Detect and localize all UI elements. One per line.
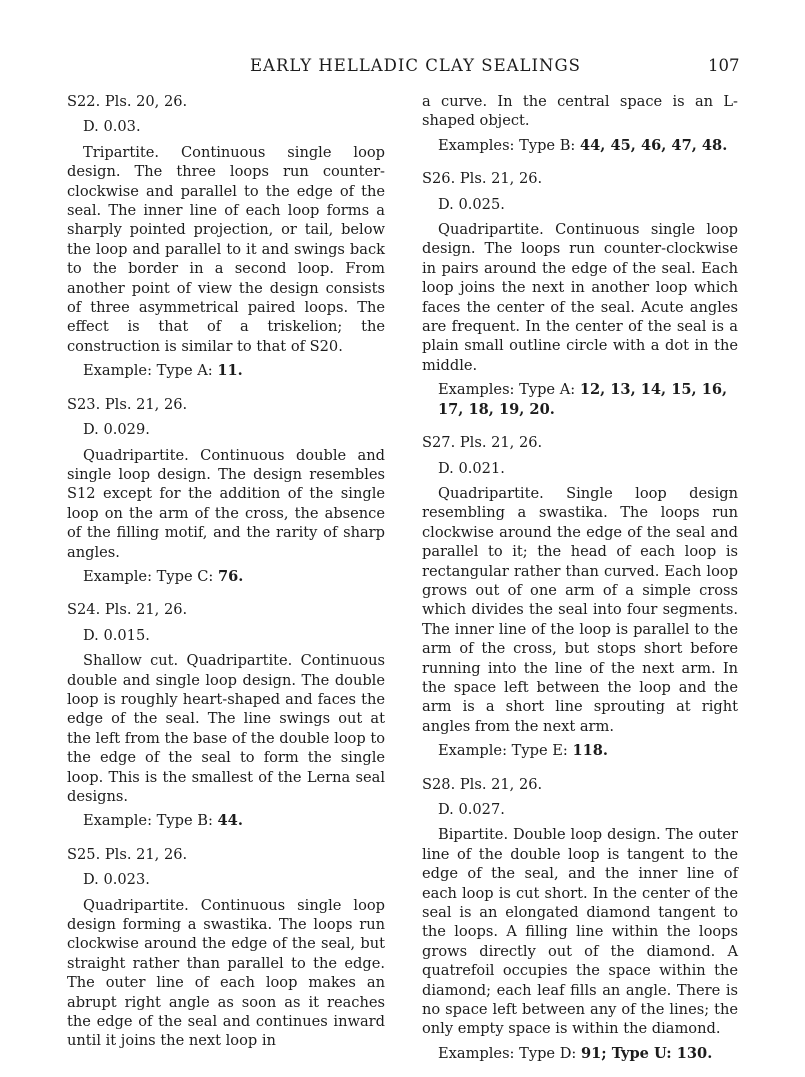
entry-diameter: D. 0.015. [83,626,150,644]
entry-example [438,741,738,760]
example-label: Example: Type B: [83,812,213,830]
example-values: 12, 13, 14, 15, 16, 17, 18, 19, 20. [438,381,728,418]
catalog-entry-s25 [67,845,385,1051]
catalog-entry-s24 [67,600,385,830]
entry-heading: S23. Pls. 21, 26. [67,395,188,413]
right-column [422,92,738,1077]
example-values: 118. [572,742,608,760]
example-label: Example: Type E: [438,742,568,760]
catalog-entry-s23 [67,395,385,587]
entry-description: Quadripartite. Continuous single loop design forming a swastika. The loops run clockwise around the edge of the seal, but straight rather than parallel to the edge. The outer line of each loop makes an abrupt right angle as soon as it reaches the edge of the seal and continues inward until it joins the next loop in [67,896,385,1050]
entry-heading: S27. Pls. 21, 26. [422,434,543,452]
left-column [67,92,385,1056]
example-values: 91; Type U: 130. [580,1044,713,1062]
entry-description-continued: a curve. In the central space is an L-shaped object. [422,93,738,130]
entry-description: Quadripartite. Continuous double and single loop design. The design resembles S12 except for the addition of the single loop on the arm of the cross, the absence of the filling motif, and the rarity of sharp angles. [67,446,385,561]
example-label: Examples: Type B: [438,136,576,154]
entry-example [83,811,385,830]
entry-description: Bipartite. Double loop design. The outer line of the double loop is tangent to the edge of the seal, and the inner line of each loop is cut short. In the center of the seal is an elongated diamond tangent to the loops. A filling line within the loops grows directly out of the diamond. A quatrefoil occupies the space within the diamond; each leaf fills an angle. There is no space left between any of the lines; the only empty space is within the diamond. [422,826,738,1038]
example-label: Examples: Type A: [438,381,576,399]
example-label: Example: Type A: [83,362,213,380]
entry-heading: S24. Pls. 21, 26. [67,601,188,619]
example-label: Examples: Type D: [438,1044,577,1062]
entry-description: Quadripartite. Single loop design resembling a swastika. The loops run clockwise around the edge of the seal and parallel to it; the head of each loop is rectangular rather than curved. Each loop grows out of one arm of a simple cross which divides the seal into four segments. The inner line of the loop is parallel to the arm of the cross, but stops short before running into the line of the next arm. In the space left between the loop and the arm is a short line sprouting at right angles from the next arm. [422,484,738,735]
page-number: 107 [708,56,740,75]
entry-description: Shallow cut. Quadripartite. Continuous double and single loop design. The double loop is roughly heart-shaped and faces the edge of the seal. The line swings out at the left from the base of the double loop to the edge of the seal to form the single loop. This is the smallest of the Lerna seal designs. [67,652,385,805]
catalog-entry-s22 [67,92,385,381]
example-values: 44, 45, 46, 47, 48. [580,136,728,154]
entry-diameter: D. 0.025. [438,195,505,213]
entry-example [83,567,385,586]
entry-description: Tripartite. Continuous single loop design. The three loops run counter-clockwise and parallel to the edge of the seal. The inner line of each loop forms a sharply pointed projection, or tail, below the loop and parallel to it and swings back to the border in a second loop. From another point of view the design consists of three asymmetrical paired loops. The effect is that of a triskelion; the construction is similar to that of S20. [67,143,385,355]
example-label: Example: Type C: [83,567,214,585]
example-values: 11. [217,362,243,380]
entry-diameter: D. 0.023. [83,871,150,889]
catalog-entry-s25-continued [422,92,738,155]
entry-example [438,136,738,155]
entry-example [83,361,385,380]
entry-diameter: D. 0.027. [438,801,505,818]
entry-heading: S28. Pls. 21, 26. [422,775,543,793]
entry-heading: S25. Pls. 21, 26. [67,845,188,863]
example-values: 44. [217,812,243,830]
entry-heading: S26. Pls. 21, 26. [422,170,543,188]
entry-diameter: D. 0.021. [438,459,505,477]
catalog-entry-s28 [422,775,738,1064]
catalog-entry-s26 [422,169,738,419]
entry-example [438,1044,738,1063]
entry-diameter: D. 0.029. [83,421,150,439]
example-values: 76. [217,567,244,585]
entry-diameter: D. 0.03. [83,118,141,136]
running-title: EARLY HELLADIC CLAY SEALINGS [250,56,581,75]
entry-description: Quadripartite. Continuous single loop design. The loops run counter-clockwise in pairs around the edge of the seal. Each loop joins the next in another loop which faces the center of the seal. Acute angles are frequent. In the center of the seal is a plain small outline circle with a dot in the middle. [422,221,738,374]
entry-example [438,380,738,419]
catalog-entry-s27 [422,433,738,761]
entry-heading: S22. Pls. 20, 26. [67,93,188,110]
